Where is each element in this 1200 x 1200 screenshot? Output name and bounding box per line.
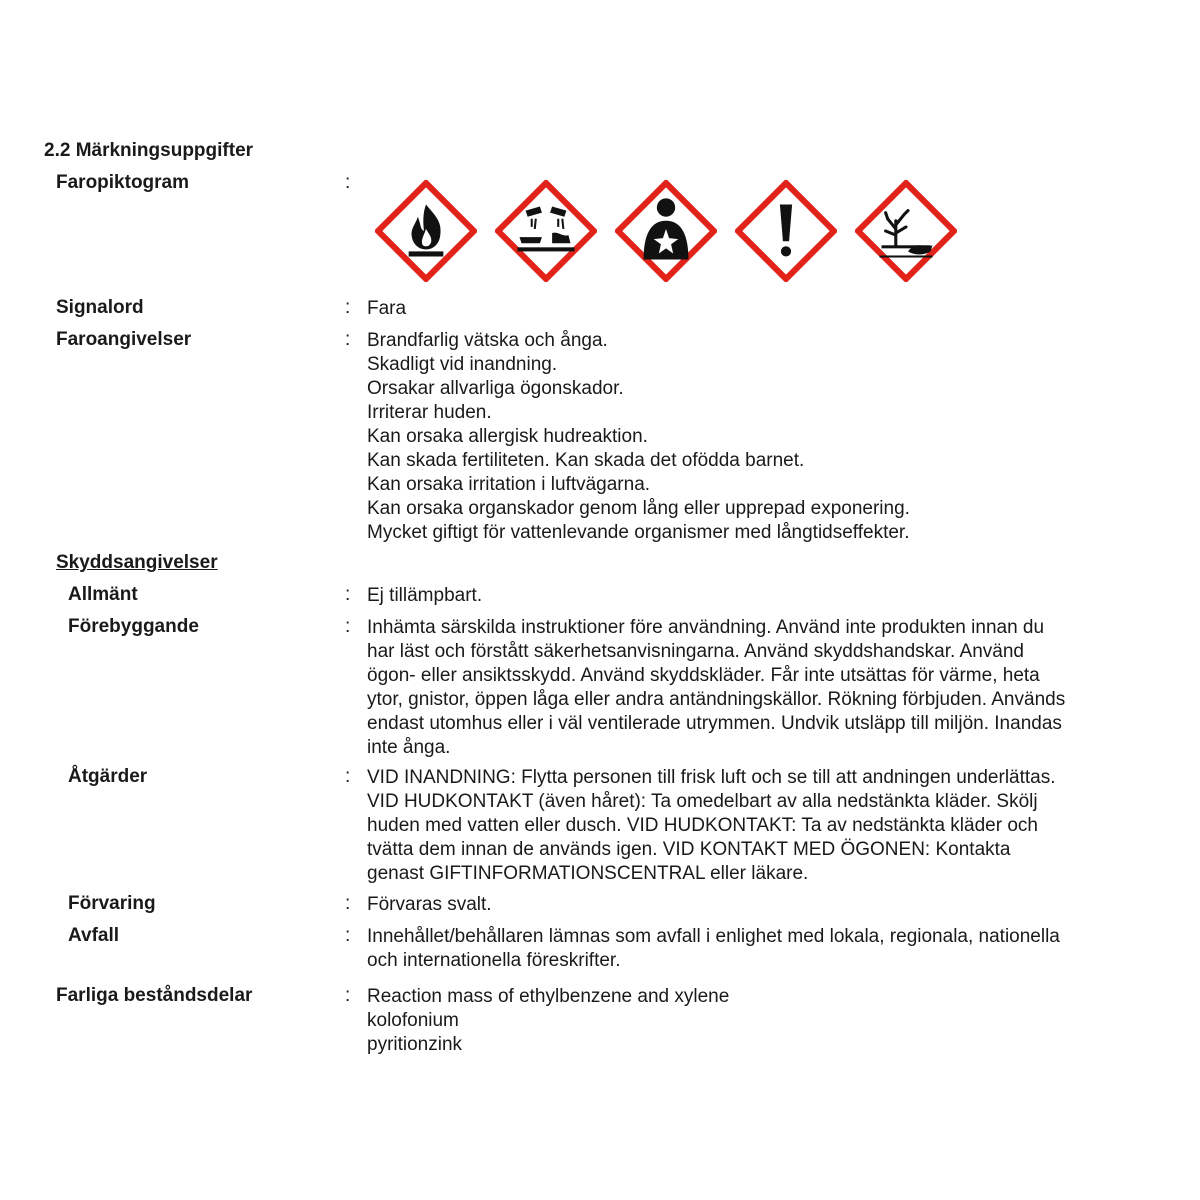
signal-word-label: Signalord bbox=[56, 297, 144, 318]
disposal-line: Innehållet/behållaren lämnas som avfall i enlighet med lokala, regionala, nationella bbox=[367, 926, 1060, 947]
hazard-statement: Kan orsaka organskador genom lång eller upprepad exponering. bbox=[367, 498, 910, 519]
flame-icon bbox=[375, 180, 477, 282]
signal-word-colon: : bbox=[345, 297, 351, 318]
response-label: Åtgärder bbox=[68, 766, 148, 787]
response-text bbox=[367, 766, 1167, 886]
prevention-line: ögon- eller ansiktsskydd. Använd skyddskläder. Får inte utsättas för värme, heta bbox=[367, 665, 1040, 686]
prevention-line: har läst och förstått säkerhetsanvisningarna. Använd skyddshandskar. Använd bbox=[367, 641, 1024, 662]
hazard-statement: Kan orsaka allergisk hudreaktion. bbox=[367, 426, 648, 447]
hazard-statement: Kan orsaka irritation i luftvägarna. bbox=[367, 474, 651, 495]
pictograms-colon: : bbox=[345, 172, 351, 193]
component-item: kolofonium bbox=[367, 1010, 459, 1031]
health-hazard-icon bbox=[615, 180, 717, 282]
prevention-line: inte ånga. bbox=[367, 737, 451, 758]
exclamation-mark-icon bbox=[735, 180, 837, 282]
component-item: pyritionzink bbox=[367, 1034, 463, 1055]
general-colon: : bbox=[345, 584, 351, 605]
response-line: VID INANDNING: Flytta personen till frisk luft och se till att andningen underlättas. bbox=[367, 767, 1056, 788]
prevention-line: Inhämta särskilda instruktioner före användning. Använd inte produkten innan du bbox=[367, 617, 1045, 638]
storage-label: Förvaring bbox=[68, 893, 156, 914]
hazard-statement: Kan skada fertiliteten. Kan skada det ofödda barnet. bbox=[367, 450, 805, 471]
section-title: 2.2 Märkningsuppgifter bbox=[44, 140, 254, 161]
hazardous-components-list bbox=[367, 985, 1167, 1057]
response-line: genast GIFTINFORMATIONSCENTRAL eller läkare. bbox=[367, 863, 809, 884]
precautionary-heading: Skyddsangivelser bbox=[56, 552, 218, 573]
disposal-colon: : bbox=[345, 925, 351, 946]
general-value: Ej tillämpbart. bbox=[367, 585, 483, 606]
response-colon: : bbox=[345, 766, 351, 787]
component-item: Reaction mass of ethylbenzene and xylene bbox=[367, 986, 730, 1007]
response-line: tvätta dem innan de används igen. VID KONTAKT MED ÖGONEN: Kontakta bbox=[367, 839, 1011, 860]
hazardous-components-label: Farliga beståndsdelar bbox=[56, 985, 253, 1006]
hazard-statement: Brandfarlig vätska och ånga. bbox=[367, 330, 608, 351]
hazardous-components-colon: : bbox=[345, 985, 351, 1006]
hazard-statement: Orsakar allvarliga ögonskador. bbox=[367, 378, 624, 399]
signal-word-value: Fara bbox=[367, 298, 407, 319]
disposal-text bbox=[367, 925, 1167, 973]
prevention-text bbox=[367, 616, 1167, 760]
prevention-line: endast utomhus eller i väl ventilerade utrymmen. Undvik utsläpp till miljön. Inandas bbox=[367, 713, 1062, 734]
hazard-statements-label: Faroangivelser bbox=[56, 329, 192, 350]
storage-value: Förvaras svalt. bbox=[367, 894, 492, 915]
disposal-line: och internationella föreskrifter. bbox=[367, 950, 621, 971]
environment-icon bbox=[855, 180, 957, 282]
disposal-label: Avfall bbox=[68, 925, 120, 946]
prevention-line: ytor, gnistor, öppen låga eller andra antändningskällor. Rökning förbjuden. Används bbox=[367, 689, 1066, 710]
hazard-statement: Mycket giftigt för vattenlevande organismer med långtidseffekter. bbox=[367, 522, 910, 543]
general-label: Allmänt bbox=[68, 584, 138, 605]
pictograms-label: Faropiktogram bbox=[56, 172, 190, 193]
hazard-statement: Skadligt vid inandning. bbox=[367, 354, 558, 375]
hazard-statements-colon: : bbox=[345, 329, 351, 350]
corrosion-icon bbox=[495, 180, 597, 282]
storage-colon: : bbox=[345, 893, 351, 914]
response-line: VID HUDKONTAKT (även håret): Ta omedelbart av alla nedstänkta kläder. Skölj bbox=[367, 791, 1038, 812]
prevention-label: Förebyggande bbox=[68, 616, 199, 637]
hazard-statement: Irriterar huden. bbox=[367, 402, 492, 423]
response-line: huden med vatten eller dusch. VID HUDKONTAKT: Ta av nedstänkta kläder och bbox=[367, 815, 1038, 836]
prevention-colon: : bbox=[345, 616, 351, 637]
hazard-statements-list bbox=[367, 329, 1167, 545]
